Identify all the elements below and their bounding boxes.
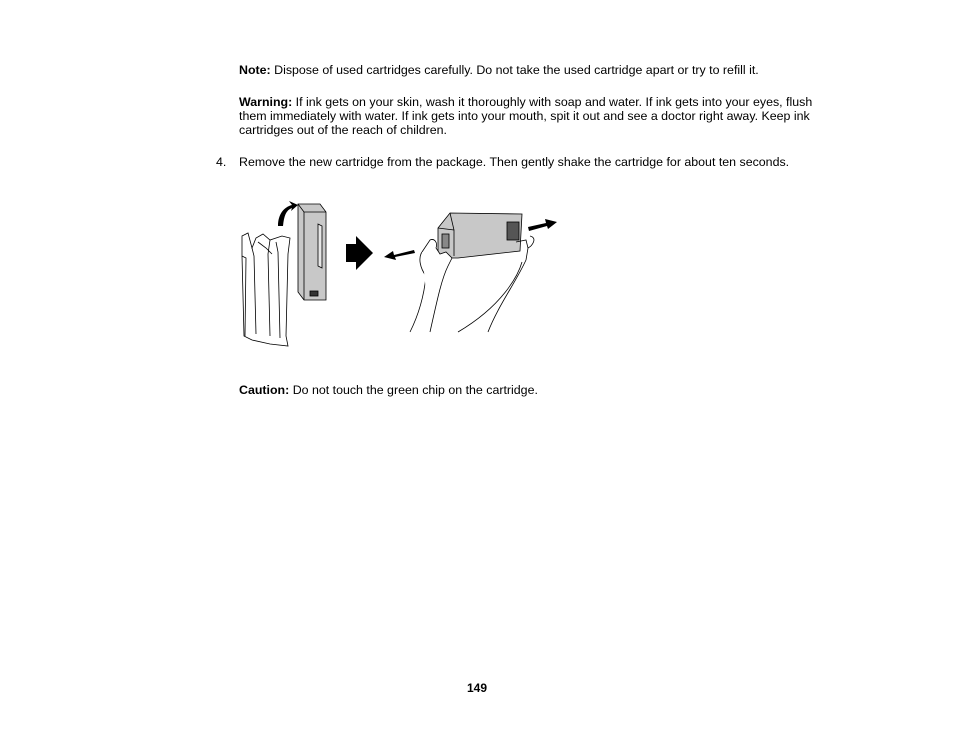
cartridge-shake-illustration: [232, 196, 572, 356]
lift-arrow-icon: [278, 201, 298, 226]
note-paragraph: [239, 63, 829, 77]
cartridge-upright: [298, 204, 326, 300]
right-arrow-icon: [346, 236, 373, 270]
cartridge-held: [438, 213, 522, 258]
page-number: 149: [466, 681, 488, 695]
warning-paragraph: [239, 95, 829, 137]
caution-text: Do not touch the green chip on the cartridge.: [289, 383, 538, 397]
note-text: Dispose of used cartridges carefully. Do not take the used cartridge apart or try to refill it.: [270, 63, 759, 77]
step-number: 4.: [216, 155, 227, 169]
shake-left-arrow-icon: [384, 250, 415, 260]
warning-label: Warning:: [239, 95, 293, 109]
step-text: Remove the new cartridge from the package. Then gently shake the cartridge for about ten seconds.: [239, 155, 790, 169]
note-label: Note:: [239, 63, 271, 77]
caution-paragraph: [239, 383, 829, 397]
warning-text: If ink gets on your skin, wash it thoroughly with soap and water. If ink gets into your eyes, flush them immediately with water. If ink gets into your mouth, spit it out and see a doctor right away. Keep ink cartridges out of the reach of children.: [239, 95, 813, 137]
caution-label: Caution:: [239, 383, 290, 397]
shake-right-arrow-icon: [528, 219, 557, 231]
bag-illustration: [242, 233, 290, 346]
